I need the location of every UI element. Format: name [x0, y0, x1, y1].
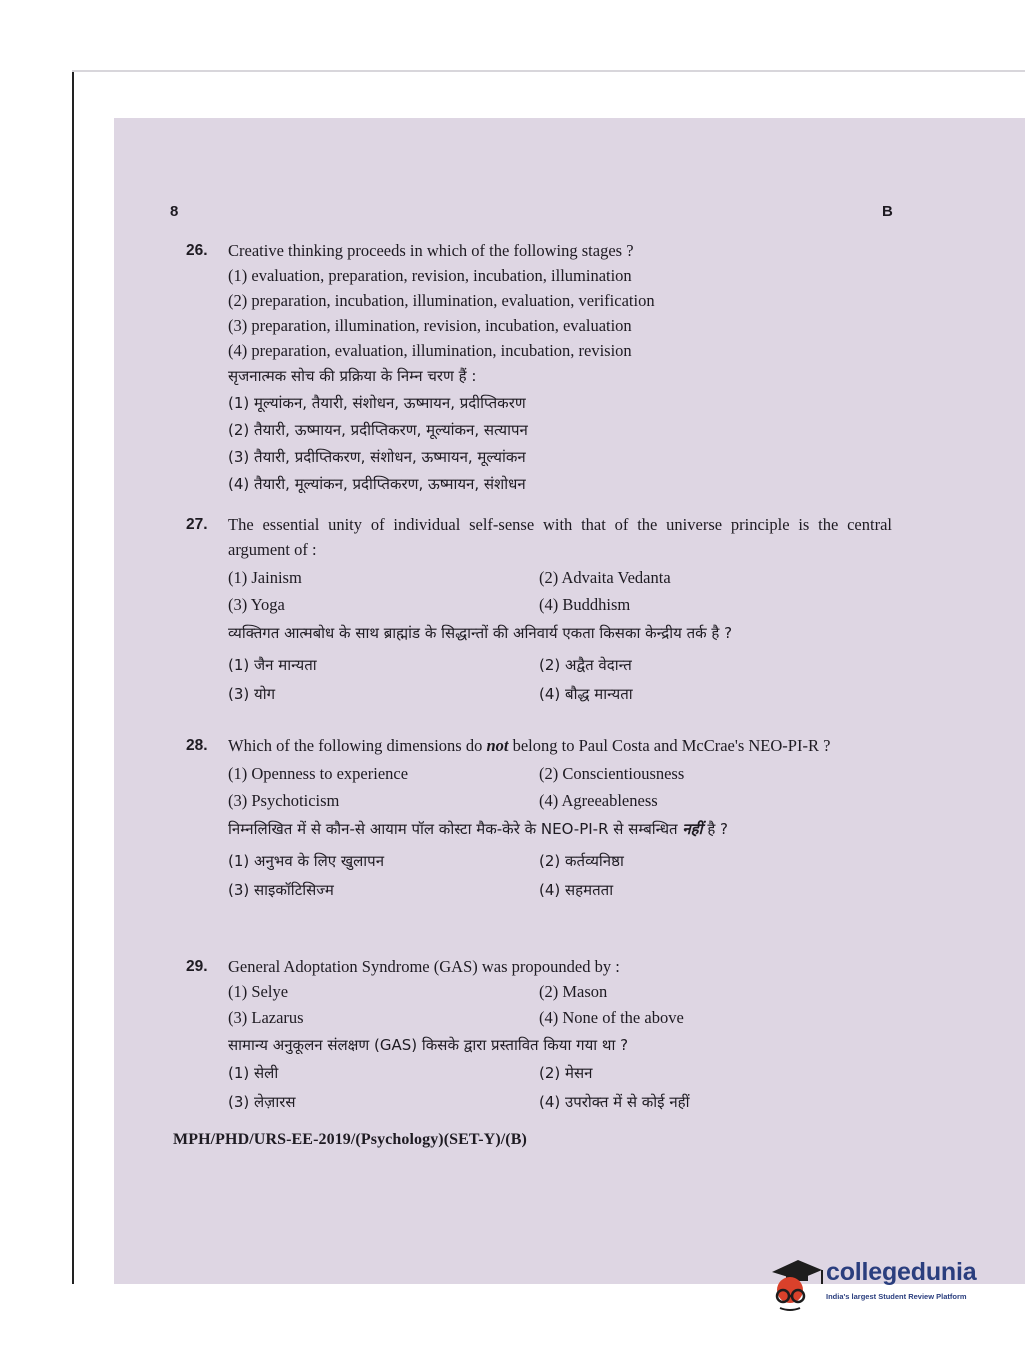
- question-number: 29.: [186, 958, 208, 975]
- option: (2) Advaita Vedanta: [539, 568, 671, 587]
- options-grid-hindi: [228, 847, 892, 905]
- option: (1) Openness to experience: [228, 764, 409, 783]
- option: (4) preparation, evaluation, illumination, incubation, revision: [228, 341, 632, 360]
- option: (3) Psychoticism: [228, 791, 340, 810]
- question-text-hindi: सामान्य अनुकूलन संलक्षण (GAS) किसके द्वारा प्रस्तावित किया गया था ?: [228, 1036, 629, 1054]
- question-text-hindi: [228, 816, 892, 843]
- options-grid: [228, 979, 892, 1031]
- option-hindi: (3) तैयारी, प्रदीप्तिकरण, संशोधन, ऊष्मायन, मूल्यांकन: [228, 448, 526, 466]
- question-text: The essential unity of individual self-sense with that of the universe principle is the central argument of :: [228, 515, 892, 559]
- option-hindi: (4) तैयारी, मूल्यांकन, प्रदीप्तिकरण, ऊष्मायन, संशोधन: [228, 475, 526, 493]
- option-hindi: (3) योग: [228, 685, 276, 703]
- page-number: 8: [170, 203, 179, 220]
- option: (4) Buddhism: [539, 595, 631, 614]
- option: (3) preparation, illumination, revision, incubation, evaluation: [228, 316, 632, 335]
- question-text: General Adoptation Syndrome (GAS) was propounded by :: [228, 957, 620, 976]
- question-text-hindi: व्यक्तिगत आत्मबोध के साथ ब्राह्मांड के सिद्धान्तों की अनिवार्य एकता किसका केन्द्रीय तर्क है ?: [228, 624, 733, 642]
- options-grid: [228, 760, 892, 814]
- question-26: [186, 238, 892, 498]
- mascot-icon: [766, 1252, 826, 1316]
- option-hindi: (1) जैन मान्यता: [228, 656, 317, 674]
- option: (1) evaluation, preparation, revision, incubation, illumination: [228, 266, 632, 285]
- scan-edge-top: [72, 70, 1025, 72]
- question-number: 27.: [186, 516, 208, 533]
- collegedunia-watermark: [766, 1252, 996, 1316]
- question-text: [228, 733, 892, 758]
- option-hindi: (2) कर्तव्यनिष्ठा: [539, 852, 624, 870]
- option-hindi: (1) मूल्यांकन, तैयारी, संशोधन, ऊष्मायन, प्रदीप्तिकरण: [228, 394, 526, 412]
- question-number: 26.: [186, 242, 208, 259]
- option-hindi: (2) अद्वैत वेदान्त: [539, 656, 632, 674]
- question-text-part: belong to Paul Costa and McCrae's NEO-PI-R ?: [508, 736, 831, 755]
- option-hindi: (3) साइकॉटिसिज्म: [228, 881, 334, 899]
- option: (4) None of the above: [539, 1008, 684, 1027]
- option-hindi: (1) अनुभव के लिए खुलापन: [228, 852, 385, 870]
- option-hindi: (2) मेसन: [539, 1064, 593, 1082]
- question-text-part: निम्नलिखित में से कौन-से आयाम पॉल कोस्टा मैक-केरे के NEO-PI-R से सम्बन्धित: [228, 820, 683, 838]
- options-grid-hindi: [228, 651, 892, 709]
- question-text-part: है ?: [702, 820, 729, 838]
- options-grid-hindi: [228, 1059, 892, 1117]
- question-emphasis: नहीं: [682, 820, 703, 838]
- brand-tagline: India's largest Student Review Platform: [826, 1292, 967, 1301]
- set-code: B: [882, 203, 893, 220]
- option: (1) Jainism: [228, 568, 302, 587]
- question-29: [186, 954, 892, 1117]
- question-text-part: Which of the following dimensions do: [228, 736, 487, 755]
- question-text: Creative thinking proceeds in which of the following stages ?: [228, 241, 634, 260]
- option: (2) Conscientiousness: [539, 764, 685, 783]
- question-emphasis: not: [486, 736, 509, 755]
- brand-name: collegedunia: [826, 1258, 977, 1286]
- option: (3) Lazarus: [228, 1008, 304, 1027]
- paper-code: MPH/PHD/URS-EE-2019/(Psychology)(SET-Y)/(B): [173, 1131, 527, 1148]
- option-hindi: (1) सेली: [228, 1064, 279, 1082]
- option: (2) Mason: [539, 982, 608, 1001]
- option: (1) Selye: [228, 982, 289, 1001]
- question-27: [186, 512, 892, 709]
- option: (4) Agreeableness: [539, 791, 658, 810]
- options-grid: [228, 564, 892, 618]
- option: (2) preparation, incubation, illumination, evaluation, verification: [228, 291, 655, 310]
- scan-edge-left: [72, 72, 74, 1284]
- question-text-hindi: सृजनात्मक सोच की प्रक्रिया के निम्न चरण हैं :: [228, 367, 477, 385]
- question-28: [186, 733, 892, 905]
- option-hindi: (4) बौद्ध मान्यता: [539, 685, 633, 703]
- option-hindi: (4) उपरोक्त में से कोई नहीं: [539, 1093, 690, 1111]
- option-hindi: (3) लेज़ारस: [228, 1093, 296, 1111]
- option-hindi: (4) सहमतता: [539, 881, 614, 899]
- option-hindi: (2) तैयारी, ऊष्मायन, प्रदीप्तिकरण, मूल्यांकन, सत्यापन: [228, 421, 528, 439]
- question-number: 28.: [186, 737, 208, 754]
- option: (3) Yoga: [228, 595, 285, 614]
